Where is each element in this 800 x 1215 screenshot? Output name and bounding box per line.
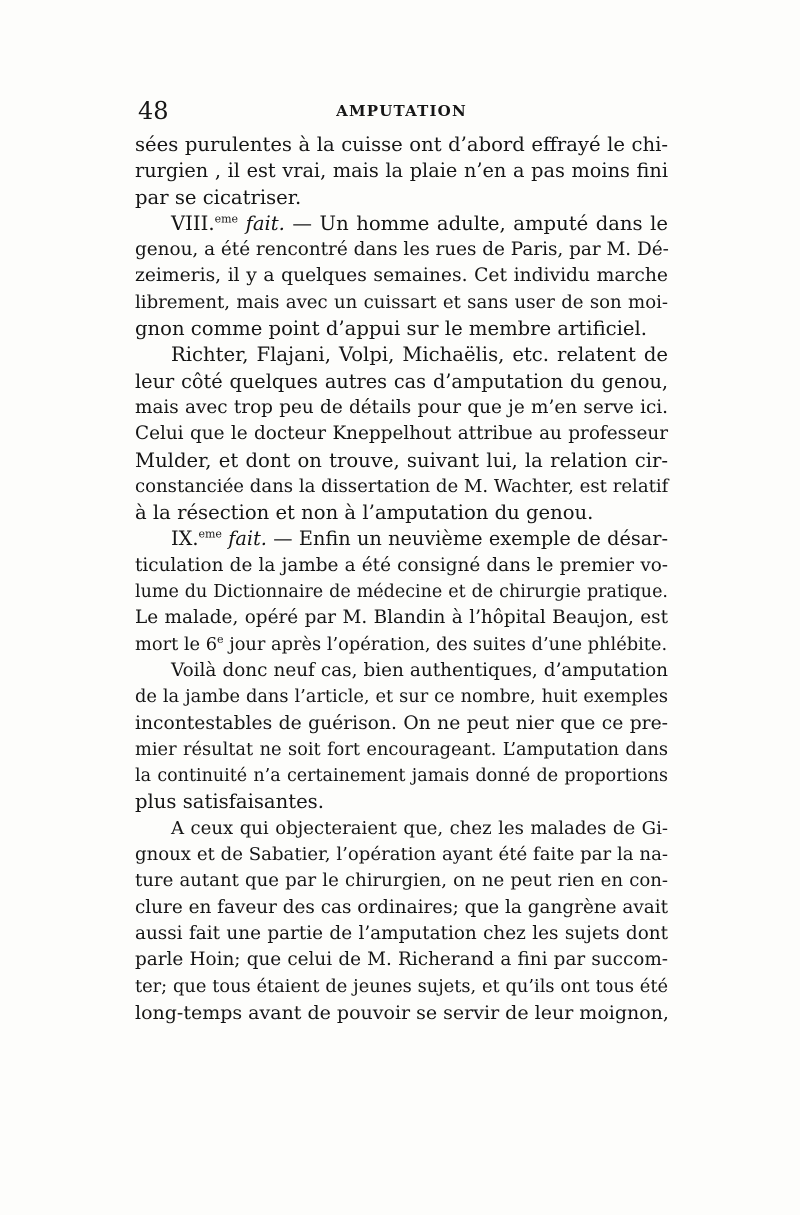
text-line: ticulation de la jambe a été consigné dans le premier vo- [135,554,668,576]
page-header [135,95,668,127]
text-run: jour après l’opération, des suites d’une phlébite. [223,633,668,655]
text-line: incontestables de guérison. On ne peut nier que ce pre- [135,712,668,734]
text-line: parle Hoin; que celui de M. Richerand a fini par succom- [135,949,668,971]
text-line: zeimeris, il y a quelques semaines. Cet individu marche [135,265,668,287]
ordinal-suffix: eme [198,528,222,542]
text-line: de la jambe dans l’article, et sur ce nombre, huit exemples [135,686,668,708]
text-line: gnoux et de Sabatier, l’opération ayant été faite par la na- [135,844,668,866]
text-line: Voilà donc neuf cas, bien authentiques, d’amputation [171,659,668,681]
text-line: mais avec trop peu de détails pour que je m’en serve ici. [135,396,668,418]
text-line: clure en faveur des cas ordinaires; que la gangrène avait [135,896,668,918]
text-line: aussi fait une partie de l’amputation chez les sujets dont [135,922,668,944]
text-line: ter; que tous étaient de jeunes sujets, et qu’ils ont tous été [135,975,668,997]
text-line: long-temps avant de pouvoir se servir de leur moignon, [135,1001,669,1024]
text-run: — Un homme adulte, amputé dans le [284,211,668,235]
text-line: ture autant que par le chirurgien, on ne peut rien en con- [135,870,668,892]
text-line: gnon comme point d’appui sur le membre artificiel. [135,317,647,341]
text-line: librement, mais avec un cuissart et sans user de son moi- [135,291,668,313]
text-line: rurgien , il est vrai, mais la plaie n’en a pas moins fini [135,159,668,183]
case-number: VIII. [171,211,215,235]
case-number: IX. [171,527,199,551]
text-line: constanciée dans la dissertation de M. Wachter, est relatif [135,475,669,497]
text-line [135,632,668,658]
text-line [135,526,668,552]
text-line: lume du Dictionnaire de médecine et de chirurgie pratique. [135,582,668,603]
ordinal-suffix: eme [214,212,239,226]
text-line: Mulder, et dont on trouve, suivant lui, la relation cir- [135,448,668,472]
text-line: par se cicatriser. [135,185,302,209]
text-run: mort le 6 [135,633,218,655]
text-line: sées purulentes à la cuisse ont d’abord effrayé le chi- [135,133,668,156]
text-line [135,211,668,237]
text-line: A ceux qui objecteraient que, chez les malades de Gi- [171,817,668,839]
text-line: Richter, Flajani, Volpi, Michaëlis, etc. relatent de [171,343,668,367]
running-title: AMPUTATION [336,102,467,120]
text-line: leur côté quelques autres cas d’amputation du genou, [135,369,668,393]
text-line: à la résection et non à l’amputation du genou. [135,501,594,525]
text-run: — Enfin un neuvième exemple de désar- [266,527,668,551]
text-line: genou, a été rencontré dans les rues de Paris, par M. Dé- [135,239,669,261]
text-line: mier résultat ne soit fort encourageant. L’amputation dans [135,738,668,760]
case-label: fait. [245,211,285,235]
text-line: Le malade, opéré par M. Blandin à l’hôpital Beaujon, est [135,607,668,629]
text-line: la continuité n’a certainement jamais donné de proportions [135,766,668,787]
page-body [135,132,668,1026]
case-label: fait. [228,527,267,551]
text-line: plus satisfaisantes. [135,790,324,814]
ordinal-suffix: e [217,632,224,646]
text-line: Celui que le docteur Kneppelhout attribue au professeur [135,423,668,445]
page-number: 48 [138,97,169,125]
